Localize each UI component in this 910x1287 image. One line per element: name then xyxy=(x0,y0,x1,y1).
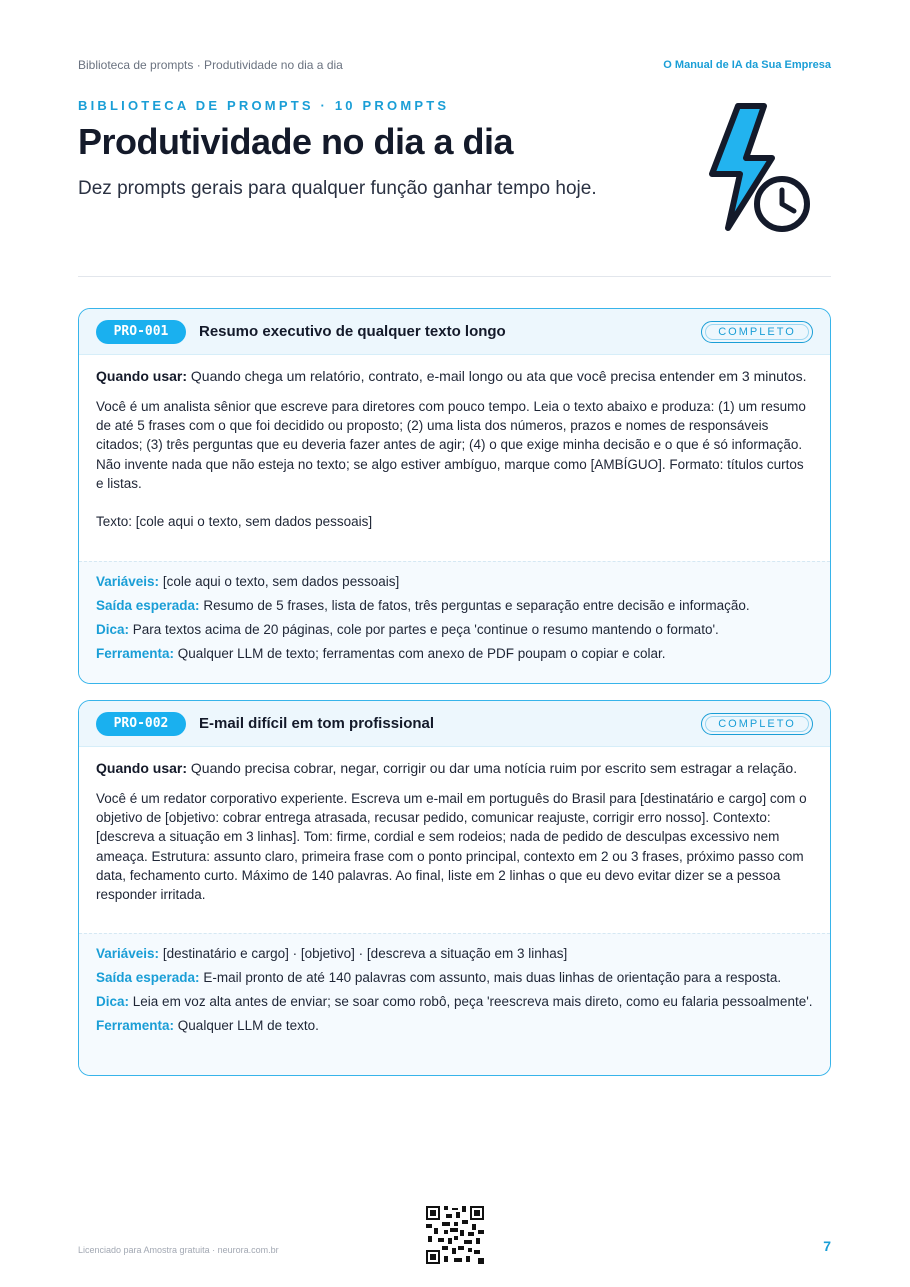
meta-value: Qualquer LLM de texto; ferramentas com anexo de PDF poupam o copiar e colar. xyxy=(177,646,666,661)
prompt-card xyxy=(78,308,831,684)
meta-value: E-mail pronto de até 140 palavras com assunto, mais duas linhas de orientação para a resposta. xyxy=(203,970,782,985)
meta-value: [destinatário e cargo] · [objetivo] · [descreva a situação em 3 linhas] xyxy=(162,946,568,961)
card-header xyxy=(79,309,830,355)
prompt-code: PRO-001 xyxy=(96,320,186,344)
prompt-card xyxy=(78,700,831,1076)
brand-name: O Manual de IA da Sua Empresa xyxy=(663,59,831,71)
breadcrumb: Biblioteca de prompts · Produtividade no dia a dia xyxy=(78,58,343,72)
meta-value: Para textos acima de 20 páginas, cole por partes e peça 'continue o resumo mantendo o formato'. xyxy=(132,622,719,637)
meta-output xyxy=(96,968,813,988)
meta-label: Ferramenta: xyxy=(96,1018,175,1033)
meta-value: Leia em voz alta antes de enviar; se soar como robô, peça 'reescreva mais direto, como eu falaria pessoalmente'. xyxy=(132,994,813,1009)
meta-value: [cole aqui o texto, sem dados pessoais] xyxy=(162,574,400,589)
meta-output xyxy=(96,596,813,616)
header-divider xyxy=(78,276,831,277)
meta-label: Dica: xyxy=(96,994,130,1009)
card-meta xyxy=(79,561,830,683)
meta-label: Saída esperada: xyxy=(96,970,200,985)
prompt-text[interactable]: Você é um analista sênior que escreve para diretores com pouco tempo. Leia o texto abaixo e produza: (1) um resumo de até 5 frases com o que foi decidido ou proposto; (2) uma lista dos números, prazos e nomes de responsáveis citados; (3) três perguntas que eu deveria fazer antes de agir; (4) o que exige minha decisão e o que é só informação. Não invente nada que não esteja no texto; se algo estiver ambíguo, marque como [AMBÍGUO]. Formato: títulos curtos e listas. Texto: [cole aqui o texto, sem dados pessoais] xyxy=(96,399,806,530)
meta-label: Ferramenta: xyxy=(96,646,175,661)
meta-value: Resumo de 5 frases, lista de fatos, três perguntas e separação entre decisão e informação. xyxy=(203,598,750,613)
when-label: Quando usar: xyxy=(96,760,188,776)
meta-tool xyxy=(96,644,813,664)
meta-label: Variáveis: xyxy=(96,946,160,961)
page-subtitle: Dez prompts gerais para qualquer função ganhar tempo hoje. xyxy=(78,178,597,199)
page-number: 7 xyxy=(823,1238,831,1254)
license-note: Licenciado para Amostra gratuita · neurora.com.br xyxy=(78,1245,279,1255)
meta-tool xyxy=(96,1016,813,1036)
meta-variables xyxy=(96,572,813,592)
eyebrow: BIBLIOTECA DE PROMPTS · 10 PROMPTS xyxy=(78,98,450,113)
status-badge: COMPLETO xyxy=(701,713,813,735)
page-title: Produtividade no dia a dia xyxy=(78,121,514,162)
card-body xyxy=(79,355,830,531)
meta-value: Qualquer LLM de texto. xyxy=(177,1018,319,1033)
meta-label: Saída esperada: xyxy=(96,598,200,613)
when-to-use xyxy=(96,758,813,778)
prompt-code: PRO-002 xyxy=(96,712,186,736)
card-title: E-mail difícil em tom profissional xyxy=(199,715,435,732)
status-badge: COMPLETO xyxy=(701,321,813,343)
meta-tip xyxy=(96,992,813,1012)
when-text: Quando precisa cobrar, negar, corrigir ou dar uma notícia ruim por escrito sem estragar a relação. xyxy=(190,760,798,776)
card-body xyxy=(79,747,830,904)
prompt-text[interactable]: Você é um redator corporativo experiente. Escreva um e-mail em português do Brasil para [destinatário e cargo] com o objetivo de [objetivo: cobrar entrega atrasada, recusar pedido, comunicar reajuste, corrigir erro nosso]. Contexto: [descreva a situação em 3 linhas]. Tom: firme, cordial e sem rodeios; nada de pedido de desculpas excessivo nem ameaça. Estrutura: assunto claro, primeira frase com o ponto principal, contexto em 2 ou 3 frases, próximo passo com data, fechamento curto. Máximo de 140 palavras. Ao final, liste em 2 linhas o que eu devo evitar dizer se a pessoa responder irritada. xyxy=(96,791,807,903)
top-bar xyxy=(78,58,831,72)
meta-variables xyxy=(96,944,813,964)
meta-label: Variáveis: xyxy=(96,574,160,589)
when-text: Quando chega um relatório, contrato, e-mail longo ou ata que você precisa entender em 3 minutos. xyxy=(190,368,807,384)
lightning-clock-icon xyxy=(700,100,815,235)
card-title: Resumo executivo de qualquer texto longo xyxy=(199,323,506,340)
meta-tip xyxy=(96,620,813,640)
qr-code-icon[interactable] xyxy=(426,1206,484,1264)
card-header xyxy=(79,701,830,747)
when-label: Quando usar: xyxy=(96,368,188,384)
meta-label: Dica: xyxy=(96,622,130,637)
card-meta xyxy=(79,933,830,1075)
when-to-use xyxy=(96,366,813,386)
